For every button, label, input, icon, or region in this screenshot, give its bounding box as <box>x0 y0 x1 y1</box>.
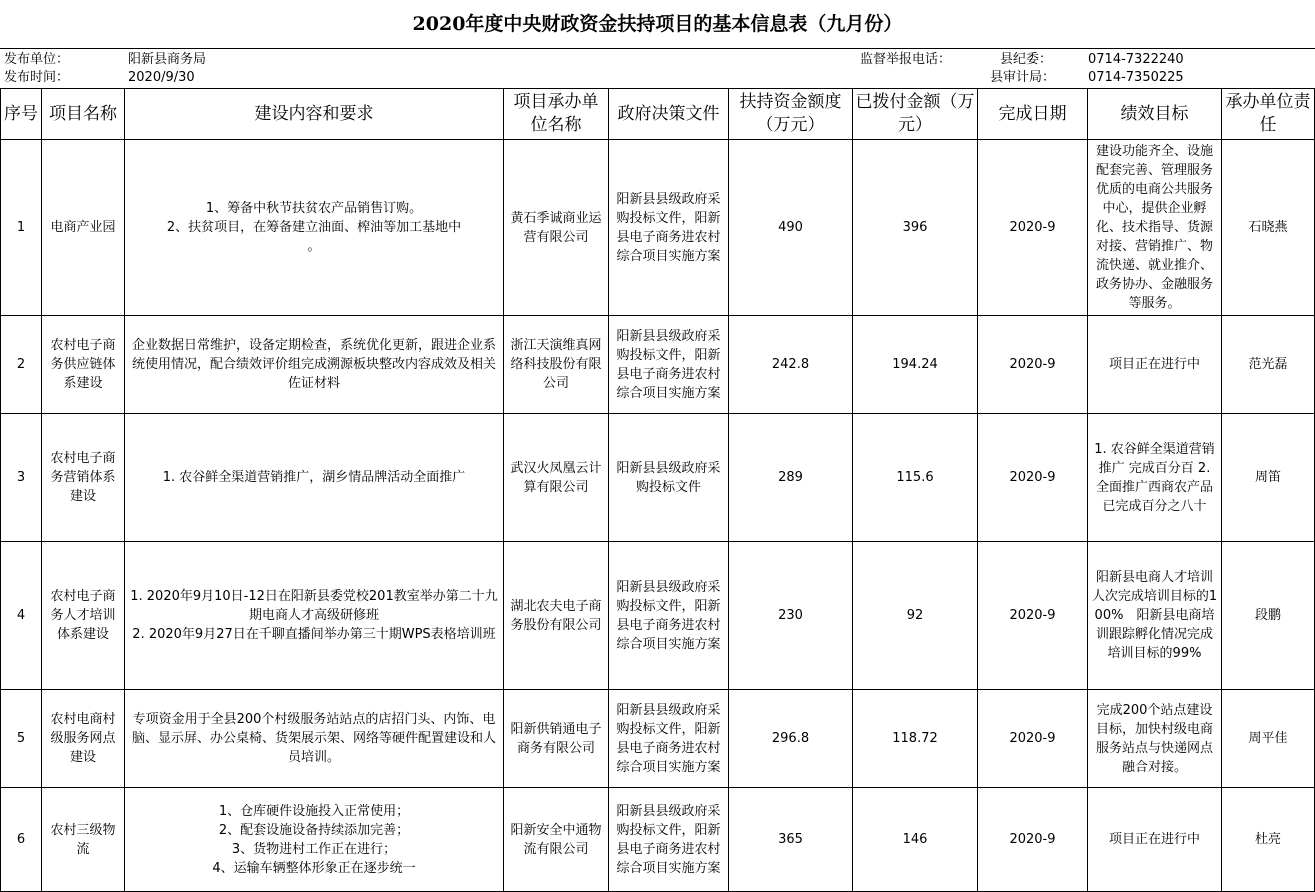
table-row <box>1 788 1315 892</box>
publisher-value: 阳新县商务局 <box>128 52 207 67</box>
header-row <box>1 89 1315 140</box>
row-no: 1 <box>1 140 42 316</box>
hotline-2-phone: 0714-7350225 <box>1088 70 1184 85</box>
date-label: 发布时间： <box>4 70 70 85</box>
header-content: 建设内容和要求 <box>125 89 504 140</box>
row-fund: 242.8 <box>729 316 853 414</box>
publisher-label: 发布单位： <box>4 52 70 67</box>
row-content <box>125 690 504 788</box>
row-owner: 段鹏 <box>1222 542 1315 690</box>
row-org: 黄石季诚商业运营有限公司 <box>504 140 609 316</box>
content-line: 企业数据日常维护，设备定期检查，系统优化更新，跟进企业系统使用情况，配合绩效评价组完成溯源板块整改内容成效及相关佐证材料 <box>131 338 496 391</box>
row-date: 2020-9 <box>978 788 1088 892</box>
page-title: 2020年度中央财政资金扶持项目的基本信息表（九月份） <box>0 0 1315 49</box>
row-content <box>125 788 504 892</box>
row-content <box>125 542 504 690</box>
row-paid: 115.6 <box>853 414 978 542</box>
row-owner: 杜亮 <box>1222 788 1315 892</box>
row-no: 5 <box>1 690 42 788</box>
header-name: 项目名称 <box>42 89 125 140</box>
table-row <box>1 690 1315 788</box>
row-owner: 周笛 <box>1222 414 1315 542</box>
row-no: 2 <box>1 316 42 414</box>
header-fund: 扶持资金额度（万元） <box>729 89 853 140</box>
table-row <box>1 140 1315 316</box>
header-paid: 已拨付金额（万元） <box>853 89 978 140</box>
row-fund: 230 <box>729 542 853 690</box>
header-org: 项目承办单位名称 <box>504 89 609 140</box>
row-owner: 范光磊 <box>1222 316 1315 414</box>
content-line: 专项资金用于全县200个村级服务站站点的店招门头、内饰、电脑、显示屏、办公桌椅、货架展示架、网络等硬件配置建设和人员培训。 <box>131 712 496 765</box>
row-org: 阳新安全中通物流有限公司 <box>504 788 609 892</box>
row-date: 2020-9 <box>978 542 1088 690</box>
row-target: 完成200个站点建设目标，加快村级电商服务站点与快递网点融合对接。 <box>1088 690 1222 788</box>
content-line: 1、筹备中秋节扶贫农产品销售订购。 <box>205 201 423 216</box>
row-target: 项目正在进行中 <box>1088 316 1222 414</box>
row-name: 农村电子商务营销体系建设 <box>42 414 125 542</box>
row-doc: 阳新县县级政府采购投标文件，阳新县电子商务进农村综合项目实施方案 <box>609 140 729 316</box>
row-owner: 石晓燕 <box>1222 140 1315 316</box>
row-no: 6 <box>1 788 42 892</box>
hotline-1-phone: 0714-7322240 <box>1088 52 1184 67</box>
header-target: 绩效目标 <box>1088 89 1222 140</box>
row-date: 2020-9 <box>978 140 1088 316</box>
content-line: 。 <box>307 239 321 254</box>
row-name: 农村电商村级服务网点建设 <box>42 690 125 788</box>
row-owner: 周平佳 <box>1222 690 1315 788</box>
content-line: 1. 2020年9月10日-12日在阳新县委党校201教室举办第二十九期电商人才高级研修班 <box>130 589 498 623</box>
row-paid: 396 <box>853 140 978 316</box>
row-doc: 阳新县县级政府采购投标文件 <box>609 414 729 542</box>
header-doc: 政府决策文件 <box>609 89 729 140</box>
date-value: 2020/9/30 <box>128 70 195 85</box>
row-name: 农村电子商务人才培训体系建设 <box>42 542 125 690</box>
row-paid: 92 <box>853 542 978 690</box>
hotline-label: 监督举报电话： <box>860 52 952 67</box>
row-paid: 118.72 <box>853 690 978 788</box>
row-doc: 阳新县县级政府采购投标文件，阳新县电子商务进农村综合项目实施方案 <box>609 316 729 414</box>
row-date: 2020-9 <box>978 690 1088 788</box>
hotline-1-label: 县纪委： <box>1000 52 1053 67</box>
project-table <box>0 88 1315 892</box>
row-target: 建设功能齐全、设施配套完善、管理服务优质的电商公共服务中心，提供企业孵化、技术指导、货源对接、营销推广、物流快递、就业推介、政务协办、金融服务等服务。 <box>1088 140 1222 316</box>
row-org: 阳新供销通电子商务有限公司 <box>504 690 609 788</box>
row-fund: 365 <box>729 788 853 892</box>
row-name: 农村电子商务供应链体系建设 <box>42 316 125 414</box>
row-no: 4 <box>1 542 42 690</box>
row-org: 湖北农夫电子商务股份有限公司 <box>504 542 609 690</box>
row-doc: 阳新县县级政府采购投标文件，阳新县电子商务进农村综合项目实施方案 <box>609 690 729 788</box>
row-paid: 146 <box>853 788 978 892</box>
content-line: 1、仓库硬件设施投入正常使用； <box>218 803 410 819</box>
table-row <box>1 316 1315 414</box>
row-content <box>125 140 504 316</box>
row-target: 1. 农谷鲜全渠道营销推广 完成百分百 2. 全面推广西商农产品已完成百分之八十 <box>1088 414 1222 542</box>
content-line: 2、配套设施设备持续添加完善； <box>218 822 410 838</box>
row-date: 2020-9 <box>978 316 1088 414</box>
header-owner: 承办单位责任 <box>1222 89 1315 140</box>
row-fund: 289 <box>729 414 853 542</box>
row-target: 项目正在进行中 <box>1088 788 1222 892</box>
content-line: 1. 农谷鲜全渠道营销推广，湖乡情品牌活动全面推广 <box>162 470 466 485</box>
row-name: 电商产业园 <box>42 140 125 316</box>
content-line: 2. 2020年9月27日在千聊直播间举办第三十期WPS表格培训班 <box>132 627 496 642</box>
row-doc: 阳新县县级政府采购投标文件，阳新县电子商务进农村综合项目实施方案 <box>609 788 729 892</box>
row-doc: 阳新县县级政府采购投标文件，阳新县电子商务进农村综合项目实施方案 <box>609 542 729 690</box>
content-line: 2、扶贫项目，在筹备建立油面、榨油等加工基地中 <box>166 220 462 235</box>
row-fund: 296.8 <box>729 690 853 788</box>
row-date: 2020-9 <box>978 414 1088 542</box>
table-row <box>1 414 1315 542</box>
row-paid: 194.24 <box>853 316 978 414</box>
header-date: 完成日期 <box>978 89 1088 140</box>
row-name: 农村三级物流 <box>42 788 125 892</box>
row-fund: 490 <box>729 140 853 316</box>
row-content <box>125 414 504 542</box>
row-content <box>125 316 504 414</box>
row-org: 浙江天演维真网络科技股份有限公司 <box>504 316 609 414</box>
row-org: 武汉火凤凰云计算有限公司 <box>504 414 609 542</box>
row-no: 3 <box>1 414 42 542</box>
table-row <box>1 542 1315 690</box>
row-target: 阳新县电商人才培训人次完成培训目标的100% 阳新县电商培训跟踪孵化情况完成培训目标的99% <box>1088 542 1222 690</box>
hotline-2-label: 县审计局： <box>990 70 1056 85</box>
content-line: 3、货物进村工作正在进行； <box>231 841 397 857</box>
header-no: 序号 <box>1 89 42 140</box>
content-line: 4、运输车辆整体形象正在逐步统一 <box>212 860 416 876</box>
